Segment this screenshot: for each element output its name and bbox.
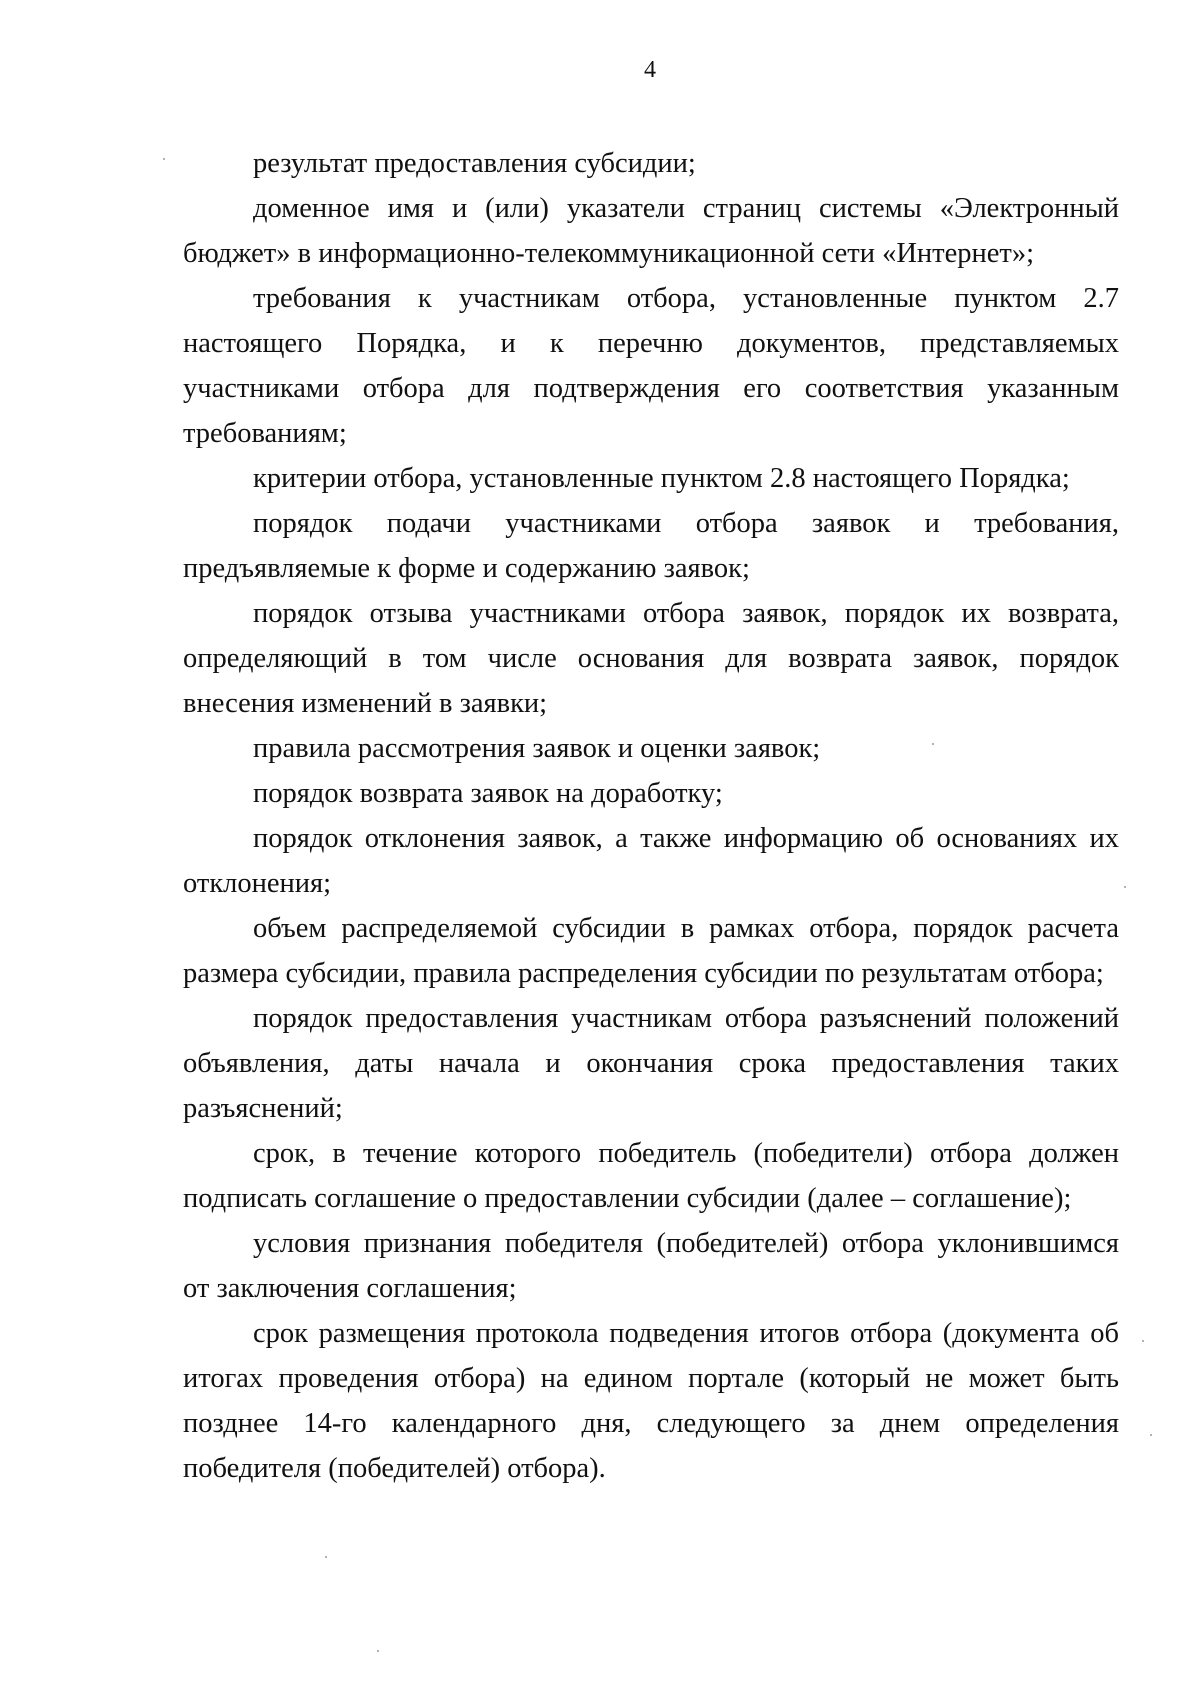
paragraph: порядок отзыва участниками отбора заявок, порядок их возврата, определяющий в том числе основания для возврата заявок, порядок внесения изменений в заявки; [183, 598, 1119, 719]
paragraph: критерии отбора, установленные пунктом 2.8 настоящего Порядка; [253, 463, 1070, 494]
paragraph: доменное имя и (или) указатели страниц системы «Электронный бюджет» в информационно-телекоммуникационной сети «Интернет»; [183, 193, 1119, 269]
paragraph: порядок предоставления участникам отбора разъяснений положений объявления, даты начала и окончания срока предоставления таких разъяснений; [183, 1003, 1119, 1124]
paragraph: срок размещения протокола подведения итогов отбора (документа об итогах проведения отбора) на едином портале (который не может быть позднее 14-го календарного дня, следующего за днем определения победителя (победителей) отбора). [183, 1318, 1119, 1484]
paragraph: требования к участникам отбора, установленные пунктом 2.7 настоящего Порядка, и к перечню документов, представляемых участниками отбора для подтверждения его соответствия указанным требованиям; [183, 283, 1119, 449]
scan-speck [932, 743, 934, 745]
page-number: 4 [644, 57, 656, 83]
paragraph: порядок возврата заявок на доработку; [253, 778, 723, 809]
scan-speck [1150, 1434, 1152, 1436]
paragraph: срок, в течение которого победитель (победители) отбора должен подписать соглашение о предоставлении субсидии (далее – соглашение); [183, 1138, 1119, 1214]
paragraph: условия признания победителя (победителей) отбора уклонившимся от заключения соглашения; [183, 1228, 1119, 1304]
scan-speck [1142, 1340, 1144, 1342]
paragraph: порядок отклонения заявок, а также информацию об основаниях их отклонения; [183, 823, 1119, 899]
document-body [183, 141, 1119, 1491]
paragraph: порядок подачи участниками отбора заявок и требования, предъявляемые к форме и содержанию заявок; [183, 508, 1119, 584]
scan-speck [325, 1556, 327, 1558]
paragraph: объем распределяемой субсидии в рамках отбора, порядок расчета размера субсидии, правила распределения субсидии по результатам отбора; [183, 913, 1119, 989]
scan-speck [377, 1650, 379, 1652]
scan-speck [163, 158, 165, 160]
scan-speck [1124, 886, 1126, 888]
paragraph: результат предоставления субсидии; [253, 148, 696, 179]
paragraph: правила рассмотрения заявок и оценки заявок; [253, 733, 821, 764]
